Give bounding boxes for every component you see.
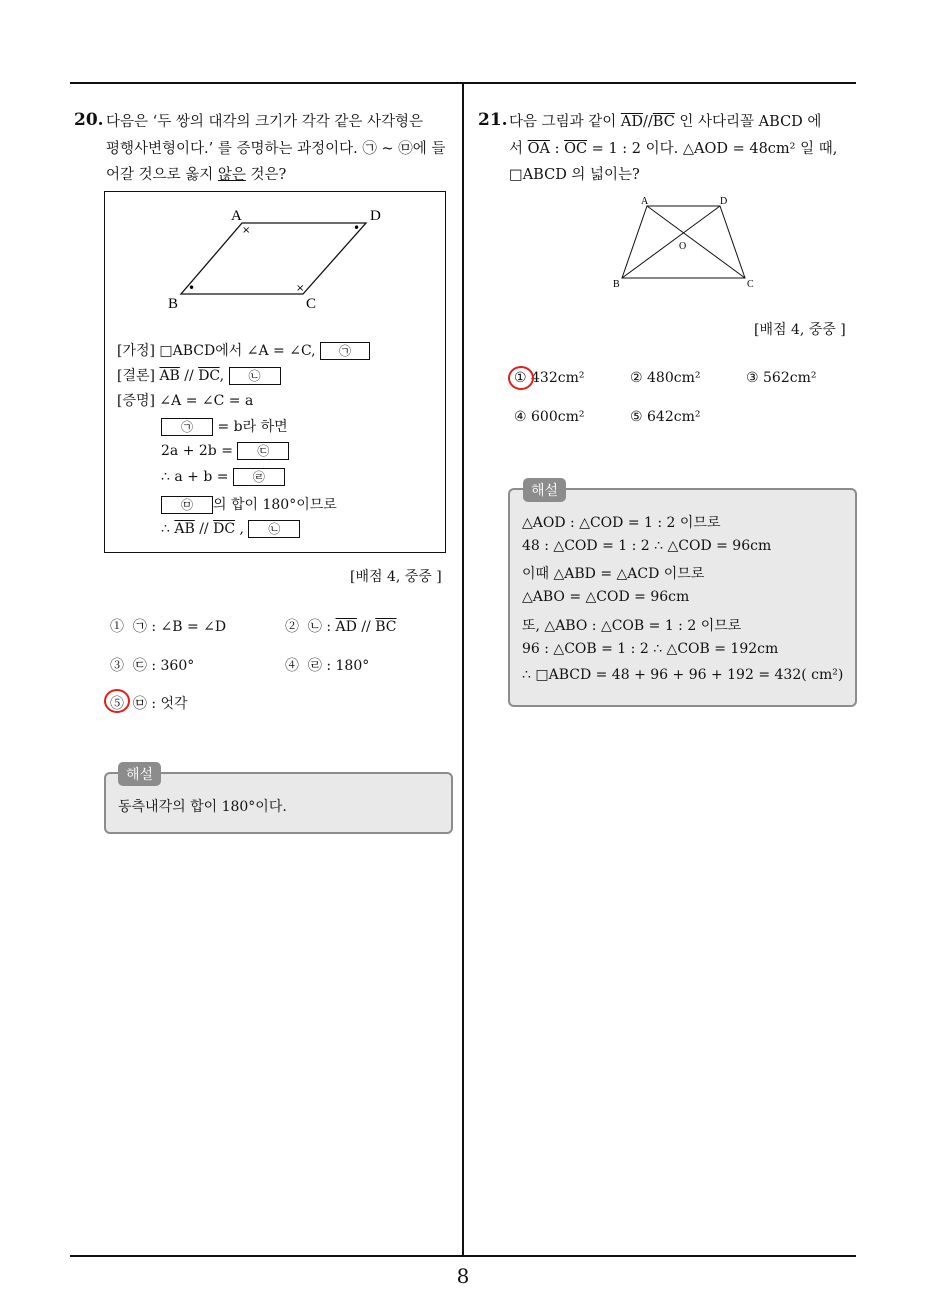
text-fragment: 2a + 2b = [161, 443, 238, 459]
vertex-label-c: C [747, 279, 754, 290]
segment-ab: $\overline{AB}$ [174, 521, 195, 537]
text-fragment: 것은? [245, 167, 287, 183]
choice-5[interactable] [630, 409, 700, 425]
choice-text: 432cm² [531, 370, 585, 386]
proof-assumption [117, 340, 370, 360]
underlined-text: 않은 [217, 167, 246, 183]
trapezoid-figure [605, 193, 785, 293]
choice-4[interactable] [514, 409, 584, 425]
proof-step-4 [161, 494, 337, 514]
segment-bc: $\overline{BC}$ [652, 114, 675, 130]
solution-line: 96 : △COB = 1 : 2 ∴ △COB = 192cm [522, 641, 779, 657]
parallelogram-figure [105, 192, 447, 332]
choice-text: 642cm² [647, 409, 701, 425]
vertex-label-b: B [613, 279, 620, 290]
question-text-line: □ABCD 의 넓이는? [509, 167, 640, 183]
vertex-label-c: C [306, 296, 317, 312]
text-fragment: 다음 그림과 같이 [509, 114, 621, 130]
solution-text: 동측내각의 합이 180°이다. [118, 799, 287, 815]
diagonal-bd [622, 206, 720, 278]
choice-number: ③ [110, 658, 124, 674]
page-number: 8 [456, 1264, 470, 1288]
choice-number: ⑤ [110, 696, 124, 712]
choice-number: ② [285, 619, 299, 635]
score-label: [배점 4, 중중 ] [350, 569, 442, 585]
choice-text: ㉢ : 360° [132, 658, 195, 674]
proof-conclusion [117, 365, 281, 385]
text-fragment: // [194, 521, 214, 537]
choice-number: ④ [285, 658, 299, 674]
choice-text: ㉡ : [307, 619, 336, 635]
choice-2[interactable] [630, 370, 700, 386]
text-fragment: 인 사다리꼴 ABCD 에 [674, 114, 822, 130]
proof-step-3 [161, 468, 285, 486]
solution-line: △ABO = △COD = 96cm [522, 589, 690, 605]
segment-ad: $\overline{AD}$ [335, 619, 357, 635]
text-fragment: // [179, 368, 199, 384]
solution-line: 이때 △ABD = △ACD 이므로 [522, 566, 705, 582]
blank-box: ㉡ [248, 520, 300, 538]
text-fragment: = 1 : 2 이다. △AOD = 48cm² 일 때, [587, 141, 838, 157]
question-text-line: 다음은 ‘두 쌍의 대각의 크기가 각각 같은 사각형은 [106, 114, 424, 130]
answer-mark-circle [104, 689, 130, 713]
angle-mark-dot: • [188, 281, 196, 295]
text-fragment: // [643, 114, 653, 130]
vertex-label-b: B [168, 296, 179, 312]
question-text-line [509, 110, 821, 131]
choice-text: 562cm² [763, 370, 817, 386]
solution-tag: 해설 [118, 762, 161, 786]
segment-ab: $\overline{AB}$ [159, 368, 180, 384]
parallelogram-shape [181, 223, 366, 294]
vertex-label-d: D [720, 196, 728, 207]
text-fragment: , [235, 521, 244, 537]
question-number: 21. [478, 110, 508, 130]
choice-number: ③ [746, 370, 759, 386]
text-fragment: , [219, 368, 225, 384]
text-fragment: ∴ a + b = [161, 469, 233, 485]
choice-number: ⑤ [630, 409, 643, 425]
blank-box: ㉤ [161, 496, 213, 514]
choice-1[interactable] [110, 616, 226, 636]
blank-box: ㉢ [237, 442, 289, 460]
question-text-line [106, 163, 286, 184]
solution-tag: 해설 [523, 478, 566, 502]
blank-box: ㉠ [161, 418, 213, 436]
blank-box: ㉠ [320, 342, 370, 360]
text-fragment: : [549, 141, 565, 157]
question-text-line [509, 137, 837, 158]
vertex-label-a: A [231, 208, 242, 224]
segment-dc: $\overline{DC}$ [213, 521, 236, 537]
question-number: 20. [74, 110, 104, 130]
text-fragment: = b라 하면 [213, 419, 288, 435]
proof-step-1 [161, 416, 288, 436]
choice-number: ④ [514, 409, 527, 425]
solution-line: 또, △ABO : △COB = 1 : 2 이므로 [522, 618, 742, 634]
question-text-line: 평행사변형이다.’ 를 증명하는 과정이다. ㉠ ~ ㉤에 들 [106, 141, 446, 157]
vertex-label-a: A [641, 196, 649, 207]
choice-text: ㉠ : ∠B = ∠D [132, 619, 227, 635]
text-fragment: [결론] [117, 368, 160, 384]
score-label: [배점 4, 중중 ] [754, 322, 846, 338]
segment-dc: $\overline{DC}$ [198, 368, 220, 384]
choice-4[interactable] [285, 655, 369, 675]
proof-step-5 [161, 520, 300, 538]
choice-2[interactable] [285, 616, 396, 636]
choice-number: ② [630, 370, 643, 386]
angle-mark-x: × [296, 283, 305, 294]
text-fragment: [가정] □ABCD에서 ∠A = ∠C, [117, 343, 316, 359]
blank-box: ㉣ [233, 468, 285, 486]
solution-line: 48 : △COD = 1 : 2 ∴ △COD = 96cm [522, 538, 772, 554]
text-fragment: ∴ [161, 521, 175, 537]
angle-mark-dot: • [353, 221, 361, 235]
segment-bc: $\overline{BC}$ [375, 619, 397, 635]
solution-line: △AOD : △COD = 1 : 2 이므로 [522, 515, 721, 531]
vertex-label-d: D [370, 208, 381, 224]
choice-text: // [356, 619, 376, 635]
bottom-rule [70, 1255, 856, 1257]
choice-text: ㉤ : 엇각 [132, 696, 188, 712]
choice-number: ① [514, 370, 527, 386]
blank-box: ㉡ [229, 367, 281, 385]
column-divider [462, 82, 464, 1257]
segment-oc: $\overline{OC}$ [564, 141, 588, 157]
segment-ad: $\overline{AD}$ [620, 114, 643, 130]
point-label-o: O [679, 241, 687, 252]
proof-step-2 [161, 442, 289, 460]
segment-oa: $\overline{OA}$ [527, 141, 550, 157]
text-fragment: 의 합이 180°이므로 [213, 497, 337, 513]
choice-text: 480cm² [647, 370, 701, 386]
proof-box [104, 191, 446, 553]
choice-text: 600cm² [531, 409, 585, 425]
angle-mark-x: × [242, 225, 251, 236]
diagonal-ac [647, 206, 745, 278]
text-fragment: 어갈 것으로 옳지 [106, 167, 218, 183]
choice-number: ① [110, 619, 124, 635]
answer-mark-circle [508, 366, 534, 390]
proof-heading: [증명] ∠A = ∠C = a [117, 393, 254, 409]
choice-3[interactable] [110, 655, 194, 675]
choice-3[interactable] [746, 370, 816, 386]
text-fragment: 서 [509, 141, 528, 157]
solution-line: ∴ □ABCD = 48 + 96 + 96 + 192 = 432( cm²) [522, 667, 844, 683]
choice-text: ㉣ : 180° [307, 658, 370, 674]
